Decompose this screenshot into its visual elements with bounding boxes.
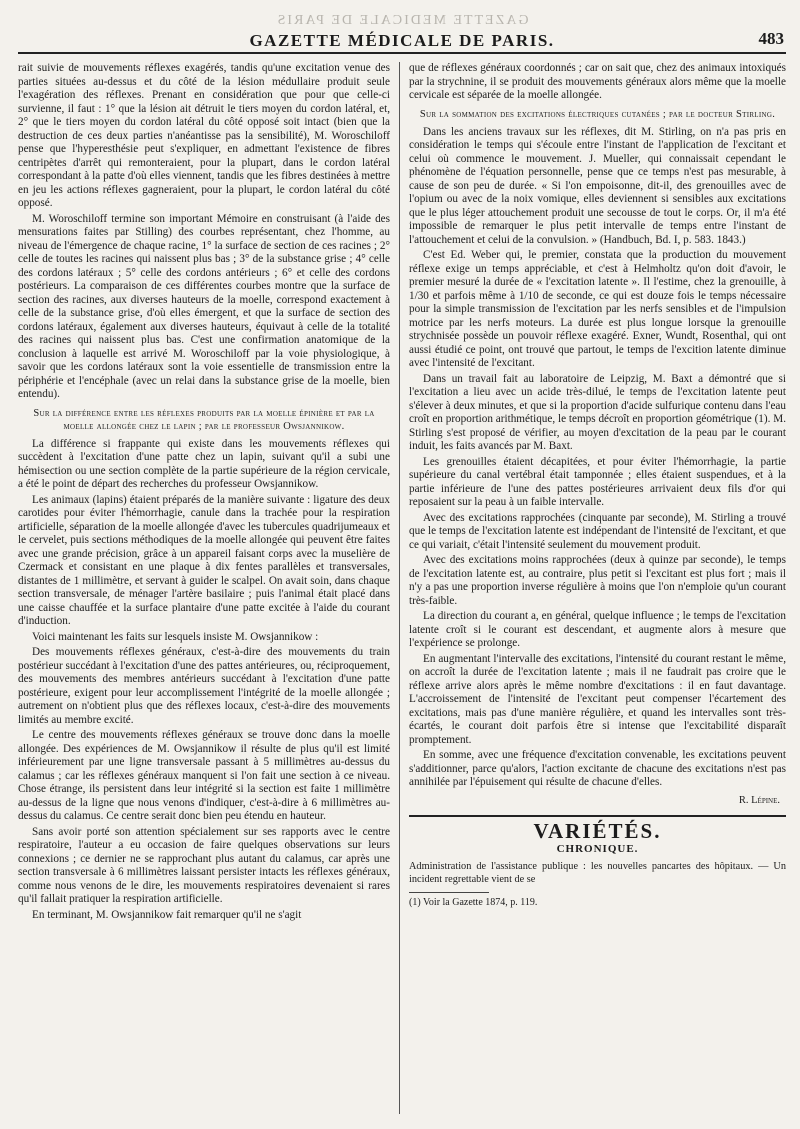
paragraph: Dans les anciens travaux sur les réflexes, dit M. Stirling, on n'a pas pris en considération le temps qui s'écoule entre l'instant de l'application de l'excitant et celui où commence le mouvement. J. Mueller, qui connaissait cependant le phénomène de l'équation personnelle, pense que ce temps n'est pas mesurable, à cause de son peu de durée. « Si l'on empoisonne, dit-il, des grenouilles avec de l'opium ou avec de la noix vomique, elles deviennent si sensibles aux excitations que le plus léger attouchement produit une secousse de tout le corps. Or, il m'a été impossible de remarquer le plus petit intervalle de temps entre l'instant de l'attouchement et celui de la convulsion. » (Handbuch, Bd. I, p. 583. 1843.)	[409, 125, 786, 246]
right-column	[409, 62, 786, 1114]
paragraph: rait suivie de mouvements réflexes exagérés, tandis qu'une excitation venue des parties situées au-dessus et du côté de la lésion médullaire produit seule l'exagération des réflexes. Prenant en considération que pour que celle-ci survienne, il faut : 1° que la lésion ait détruit le tiers moyen du cordon latéral, et, 2° que le tiers moyen du cordon latéral du côté opposé soit intact (bien que la destruction de ces deux parties n'anéantisse pas la sensibilité), M. Woroschiloff pense que l'hyperesthésie peut s'expliquer, en admettant l'existence de fibres centripètes d'arrêt qui remonteraient, pour la plupart, dans le cordon latéral correspondant à la patte d'où elles viennent, tandis que les fibres destinées à mettre en jeu les actions réflexes gagneraient, pour la plupart, le cordon latéral du côté opposé.	[18, 62, 390, 209]
page-header	[18, 14, 786, 54]
footnote: (1) Voir la Gazette 1874, p. 119.	[409, 897, 538, 908]
text-columns	[18, 62, 786, 1114]
varietes-heading: VARIÉTÉS.	[533, 819, 662, 843]
paragraph: Des mouvements réflexes généraux, c'est-à-dire des mouvements du train postérieur succédant à l'excitation d'une des pattes antérieures, ou, réciproquement, des mouvements des membres antérieurs succédant à l'excitation d'une patte postérieure, exigent pour leur accomplissement l'intégrité de la moelle allongée ; autrement on n'obtient plus que des réflexes locaux, c'est-à-dire des mouvements limités au membre excité.	[18, 646, 390, 726]
chronique-paragraph: Administration de l'assistance publique : les nouvelles pancartes des hôpitaux. — Un incident regrettable vient de se	[409, 861, 786, 885]
paragraph: La différence si frappante qui existe dans les mouvements réflexes qui succèdent à l'excitation d'une patte chez un lapin, suivant qu'il a subi une hémisection ou une section complète de la partie supérieure de la région cervicale, a été le point de départ des recherches du professeur Owsjannikow.	[18, 437, 390, 490]
page-number: 483	[758, 29, 784, 48]
paragraph: Avec des excitations moins rapprochées (deux à quinze par seconde), le temps de l'excitation latente est, au contraire, plus petit si l'excitant est plus fort ; mais il n'y a pas une proportion inverse régulière à moins que l'on n'emploie qu'un courant très-faible.	[409, 554, 786, 607]
paragraph: Avec des excitations rapprochées (cinquante par seconde), M. Stirling a trouvé que le temps de l'excitation latente est indépendant de l'intensité de l'excitant, et que ce qui variait, c'était l'intensité seulement du mouvement produit.	[409, 511, 786, 551]
bleed-through-title: GAZETTE MEDICALE DE PARIS	[275, 13, 529, 28]
paragraph: Le centre des mouvements réflexes généraux se trouve donc dans la moelle allongée. Des expériences de M. Owsjannikow il résulte de plus qu'il est limité inférieurement par une ligne transversale passant à 5 millimètres au-dessus du calamus ; car les réflexes généraux manquent si l'on fait une section à ce niveau. Chose étrange, ils persistent dans leur intégrité si la section est faite 1 millimètre au-dessus de la ligne que nous venons d'indiquer, c'est-à-dire à 6 millimètres au-dessus du calamus. Ce centre serait donc bien peu étendu en hauteur.	[18, 729, 390, 822]
chronique-heading: CHRONIQUE.	[556, 842, 639, 855]
paragraph: Sans avoir porté son attention spécialement sur ses rapports avec le centre respiratoire, l'auteur a eu occasion de faire quelques observations sur leurs connexions ; ce dernier ne se rapprochant plus autant du calamus, car après une section transversale à 6 millimètres laissant persister intacts les réflexes généraux, comme nous venons de le dire, les mouvements respiratoires devenaient si rares qu'il fallait pratiquer la respiration artificielle.	[18, 825, 390, 905]
left-column	[18, 62, 390, 1114]
paragraph: La direction du courant a, en général, quelque influence ; le temps de l'excitation latente croît si le courant est descendant, et augmente alors à mesure que l'expérience se prolonge.	[409, 610, 786, 649]
author-signature: R. Lépine.	[738, 794, 780, 806]
newspaper-page	[18, 14, 786, 1119]
paragraph: M. Woroschiloff termine son important Mémoire en construisant (à l'aide des mensurations faites par Stilling) des courbes représentant, chez l'homme, au niveau de l'émergence de chaque racine, 1° la surface de section de ces racines ; 2° celle de toutes les racines qui naissent plus bas ; 3° de la substance grise ; 4° celle des cordons latéraux ; 5° celle des cordons antérieurs ; 6° et celle des cordons postérieurs. La comparaison de ces différentes courbes montre que la surface de section des racines, aux diverses hauteurs de la moelle, correspond exactement à celle de la substance grise, d'où elles émergent, et que la surface de section des cordons latéraux, également aux diverses hauteurs, équivaut à celle de la totalité des racines qui naissent plus bas. C'est une confirmation anatomique de la conclusion à laquelle est arrivé M. Woroschiloff par la voie physiologique, à savoir que les cordons latéraux sont la voie essentielle de transmission entre la périphérie et l'encéphale (avec un relai dans la substance grise de la moelle, bien entendu).	[18, 212, 390, 400]
paragraph: que de réflexes généraux coordonnés ; car on sait que, chez des animaux intoxiqués par la strychnine, il se produit des mouvements généraux alors même que la moelle cervicale est séparée de la moelle allongée.	[409, 62, 786, 101]
paragraph: Voici maintenant les faits sur lesquels insiste M. Owsjannikow :	[32, 630, 319, 643]
paragraph: En somme, avec une fréquence d'excitation convenable, les excitations peuvent s'additionner, parce qu'alors, l'action excitante de chacune des excitations n'est pas annihilée par l'épuisement qui résulte de chacune d'elles.	[409, 749, 786, 788]
paragraph: Les grenouilles étaient décapitées, et pour éviter l'hémorrhagie, la partie supérieure du canal vertébral était tamponnée ; elles étaient suspendues, et à la partie inférieure de l'une des pattes postérieures arrivaient deux fils d'or qui reposaient sur la peau à un faible intervalle.	[409, 455, 786, 508]
section-heading: Sur la sommation des excitations électriques cutanées ; par le docteur Stirling.	[419, 108, 776, 120]
paragraph: Dans un travail fait au laboratoire de Leipzig, M. Baxt a démontré que si l'excitation a lieu avec un acide très-dilué, le temps de l'excitation latente peut s'élever à deux minutes, et que si la proportion d'acide sulfurique contenu dans l'eau croît en proportion arithmétique, le temps décroît en proportion géométrique (1). M. Stirling s'est proposé de vérifier, au moyen d'excitation de la peau par le courant induit, les faits avancés par M. Baxt.	[409, 372, 786, 452]
paragraph: C'est Ed. Weber qui, le premier, constata que la production du mouvement réflexe exige un temps appréciable, et c'est à Helmholtz qu'on doit d'avoir, le premier mesuré la durée de « l'excitation latente ». Il l'estime, chez la grenouille, à 1/30 et parfois même à 1/10 de seconde, ce qui est douze fois le temps nécessaire pour la simple transmission de l'excitation par les nerfs sensibles et de l'impulsion motrice par les nerfs moteurs. La durée est plus longue lorsque la grenouille strychnisée possède un pouvoir réflexe exagéré. Exner, Wundt, Rosenthal, qui ont aussi étudié ce point, ont trouvé que partout, le temps de l'excition latente diminue avec l'intensité de l'excitant.	[409, 249, 786, 369]
paragraph: En terminant, M. Owsjannikow fait remarquer qu'il ne s'agit	[32, 908, 302, 921]
section-separator	[409, 815, 786, 817]
section-heading: Sur la différence entre les réflexes produits par la moelle épinière et par la moelle allongée chez le lapin ; par le professeur Owsjannikow.	[33, 407, 375, 432]
journal-title: GAZETTE MÉDICALE DE PARIS.	[249, 31, 555, 50]
paragraph: En augmentant l'intervalle des excitations, l'intensité du courant restant le même, on accroît la durée de l'excitation latente ; mais il ne faudrait pas croire que le réflexe arrive alors après le même nombre d'excitations : il en faut davantage. L'accroissement de l'intensité de l'excitant peut compenser l'écartement des excitations, mais pas d'une manière régulière, et quand les intervalles sont très-écartés, le courant doit parfois être si intense que l'excitabilité disparaît promptement.	[409, 652, 786, 746]
paragraph: Les animaux (lapins) étaient préparés de la manière suivante : ligature des deux carotides pour éviter l'hémorrhagie, canule dans la trachée pour la respiration artificielle, séparation de la moelle allongée d'avec les tubercules quadrijumeaux et le cervelet, puis sections méthodiques de la moelle allongée qui peuvent être faites avec une grande précision, grâce à un appareil faisant corps avec la muselière de Czermack et consistant en une plaque à dix fentes parallèles et transversales, distantes de 1 millimètre, et servant à guider le scalpel. On avait soin, dans chaque section transversale, de ménager l'artère basilaire ; puis l'animal était placé dans une caisse chauffée et la surface plantaire d'une patte excitée à l'aide du courant d'induction.	[18, 493, 390, 627]
footnote-rule	[409, 892, 489, 893]
